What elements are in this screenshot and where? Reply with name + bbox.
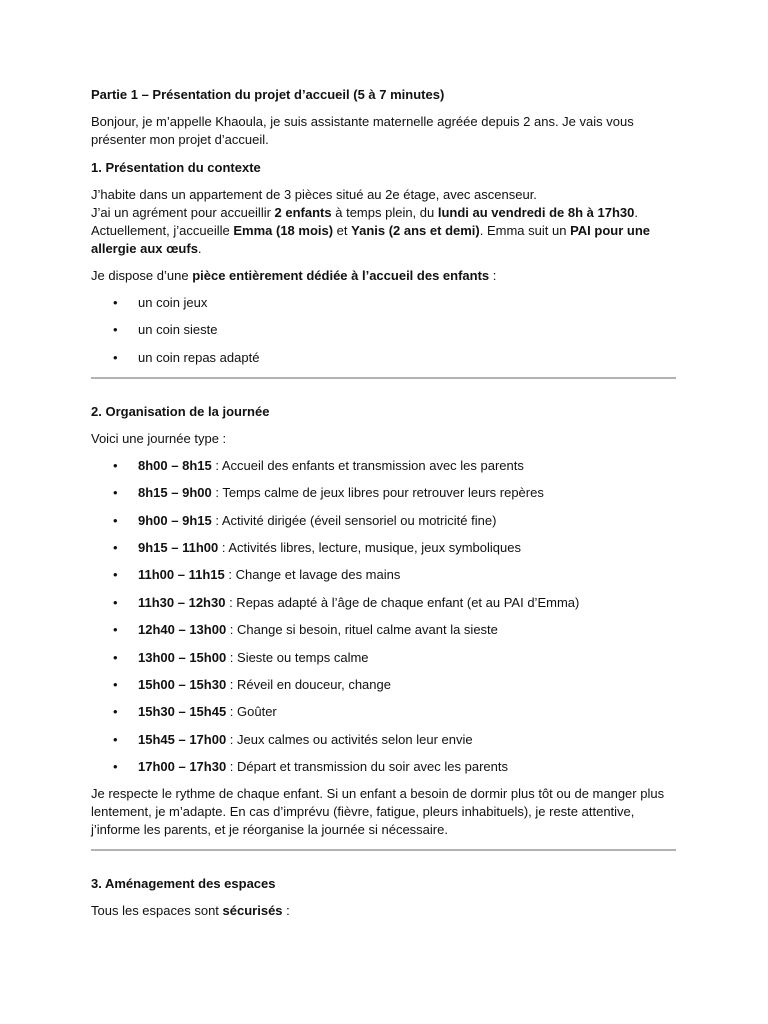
bullet-icon: • (113, 567, 118, 583)
schedule-time: 13h00 – 15h00 (138, 649, 227, 665)
list-item (91, 703, 681, 721)
bullet-icon: • (113, 622, 118, 638)
intro-paragraph: Bonjour, je m’appelle Khaoula, je suis assistante maternelle agréée depuis 2 ans. Je vais vous présenter mon projet d’accueil. (91, 114, 634, 147)
schedule-time: 15h45 – 17h00 (138, 731, 227, 747)
spaces-intro (91, 902, 681, 920)
context-line3-text: . Emma suit un (479, 223, 571, 238)
context-line3-text: Actuellement, j’accueille (91, 223, 234, 238)
bullet-icon: • (113, 731, 118, 747)
list-item (91, 566, 681, 584)
context-line2-text: . (634, 205, 638, 220)
schedule-closing: Je respecte le rythme de chaque enfant. Si un enfant a besoin de dormir plus tôt ou de manger plus lentement, je m’adapte. En cas d’imprévu (fièvre, fatigue, pleurs inhabituels), je reste attentive, j’informe les parents, et je réorganise la journée si nécessaire. (91, 786, 665, 838)
document-content (91, 86, 681, 920)
context-paragraph (91, 186, 681, 258)
list-item (91, 758, 681, 776)
list-item-label: un coin sieste (138, 322, 218, 338)
schedule-time: 15h30 – 15h45 (138, 704, 227, 720)
schedule-time: 17h00 – 17h30 (138, 759, 227, 775)
schedule-desc: : Change et lavage des mains (224, 567, 401, 583)
section3-title: 3. Aménagement des espaces (91, 876, 276, 892)
schedule-time: 11h00 – 11h15 (138, 567, 225, 583)
part1-title: Partie 1 – Présentation du projet d’accueil (5 à 7 minutes) (91, 87, 445, 102)
context-line2-bold: 2 enfants (274, 205, 332, 220)
bullet-icon: • (113, 594, 118, 610)
schedule-time: 15h00 – 15h30 (138, 676, 227, 692)
room-intro-text: : (489, 268, 497, 283)
schedule-desc: : Goûter (226, 704, 277, 720)
room-intro (91, 267, 681, 285)
context-line3-text: et (333, 223, 352, 238)
bullet-icon: • (113, 322, 118, 338)
bullet-icon: • (113, 485, 118, 501)
schedule-time: 9h00 – 9h15 (138, 512, 212, 528)
list-item (91, 621, 681, 639)
context-line3-bold: Yanis (2 ans et demi) (351, 223, 480, 238)
bullet-icon: • (113, 295, 118, 310)
section-divider (91, 377, 676, 379)
list-item (91, 649, 681, 667)
list-item (91, 676, 681, 694)
schedule-list (91, 457, 681, 776)
schedule-desc: : Repas adapté à l’âge de chaque enfant (et au PAI d’Emma) (225, 594, 580, 610)
context-line3-bold: PAI pour une allergie aux œufs (91, 223, 650, 256)
schedule-intro: Voici une journée type : (91, 430, 227, 446)
bullet-icon: • (113, 649, 118, 665)
bullet-icon: • (113, 759, 118, 775)
list-item (91, 484, 681, 502)
schedule-time: 8h00 – 8h15 (138, 457, 212, 473)
section1-title: 1. Présentation du contexte (91, 160, 261, 175)
bullet-icon: • (113, 539, 118, 555)
bullet-icon: • (113, 457, 118, 473)
schedule-time: 9h15 – 11h00 (138, 539, 219, 555)
spaces-intro-text: : (282, 903, 290, 919)
schedule-desc: : Réveil en douceur, change (226, 676, 391, 692)
schedule-desc: : Sieste ou temps calme (226, 649, 369, 665)
context-line1: J’habite dans un appartement de 3 pièces situé au 2e étage, avec ascenseur. (91, 187, 537, 202)
schedule-time: 12h40 – 13h00 (138, 622, 227, 638)
list-item (91, 321, 681, 339)
room-intro-text: Je dispose d’une (91, 268, 193, 283)
schedule-desc: : Jeux calmes ou activités selon leur envie (226, 731, 473, 747)
list-item (91, 294, 681, 312)
bullet-icon: • (113, 704, 118, 720)
schedule-desc: : Activité dirigée (éveil sensoriel ou motricité fine) (211, 512, 497, 528)
spaces-intro-text: Tous les espaces sont (91, 903, 223, 919)
schedule-desc: : Activités libres, lecture, musique, jeux symboliques (218, 539, 521, 555)
context-line2-text: J’ai un agrément pour accueillir (91, 205, 275, 220)
context-line3-text: . (197, 241, 202, 256)
section-divider (91, 849, 676, 851)
list-item (91, 731, 681, 749)
bullet-icon: • (113, 512, 118, 528)
bullet-icon: • (113, 349, 118, 365)
context-line2-bold: lundi au vendredi de 8h à 17h30 (437, 205, 635, 220)
list-item-label: un coin repas adapté (138, 349, 260, 365)
room-intro-bold: pièce entièrement dédiée à l’accueil des enfants (192, 268, 490, 283)
context-line2-text: à temps plein, du (331, 205, 438, 220)
section2-title: 2. Organisation de la journée (91, 403, 270, 419)
spaces-intro-bold: sécurisés (222, 903, 283, 919)
list-item (91, 349, 681, 367)
list-item (91, 594, 681, 612)
list-item (91, 539, 681, 557)
bullet-icon: • (113, 676, 118, 692)
context-line3-bold: Emma (18 mois) (233, 223, 334, 238)
schedule-desc: : Temps calme de jeux libres pour retrouver leurs repères (211, 485, 544, 501)
schedule-desc: : Départ et transmission du soir avec les parents (226, 759, 508, 775)
schedule-desc: : Accueil des enfants et transmission avec les parents (211, 457, 524, 473)
schedule-time: 8h15 – 9h00 (138, 485, 212, 501)
schedule-desc: : Change si besoin, rituel calme avant la sieste (226, 622, 498, 638)
list-item (91, 457, 681, 475)
list-item (91, 512, 681, 530)
schedule-time: 11h30 – 12h30 (138, 594, 226, 610)
list-item-label: un coin jeux (138, 295, 208, 310)
corners-list (91, 294, 681, 367)
